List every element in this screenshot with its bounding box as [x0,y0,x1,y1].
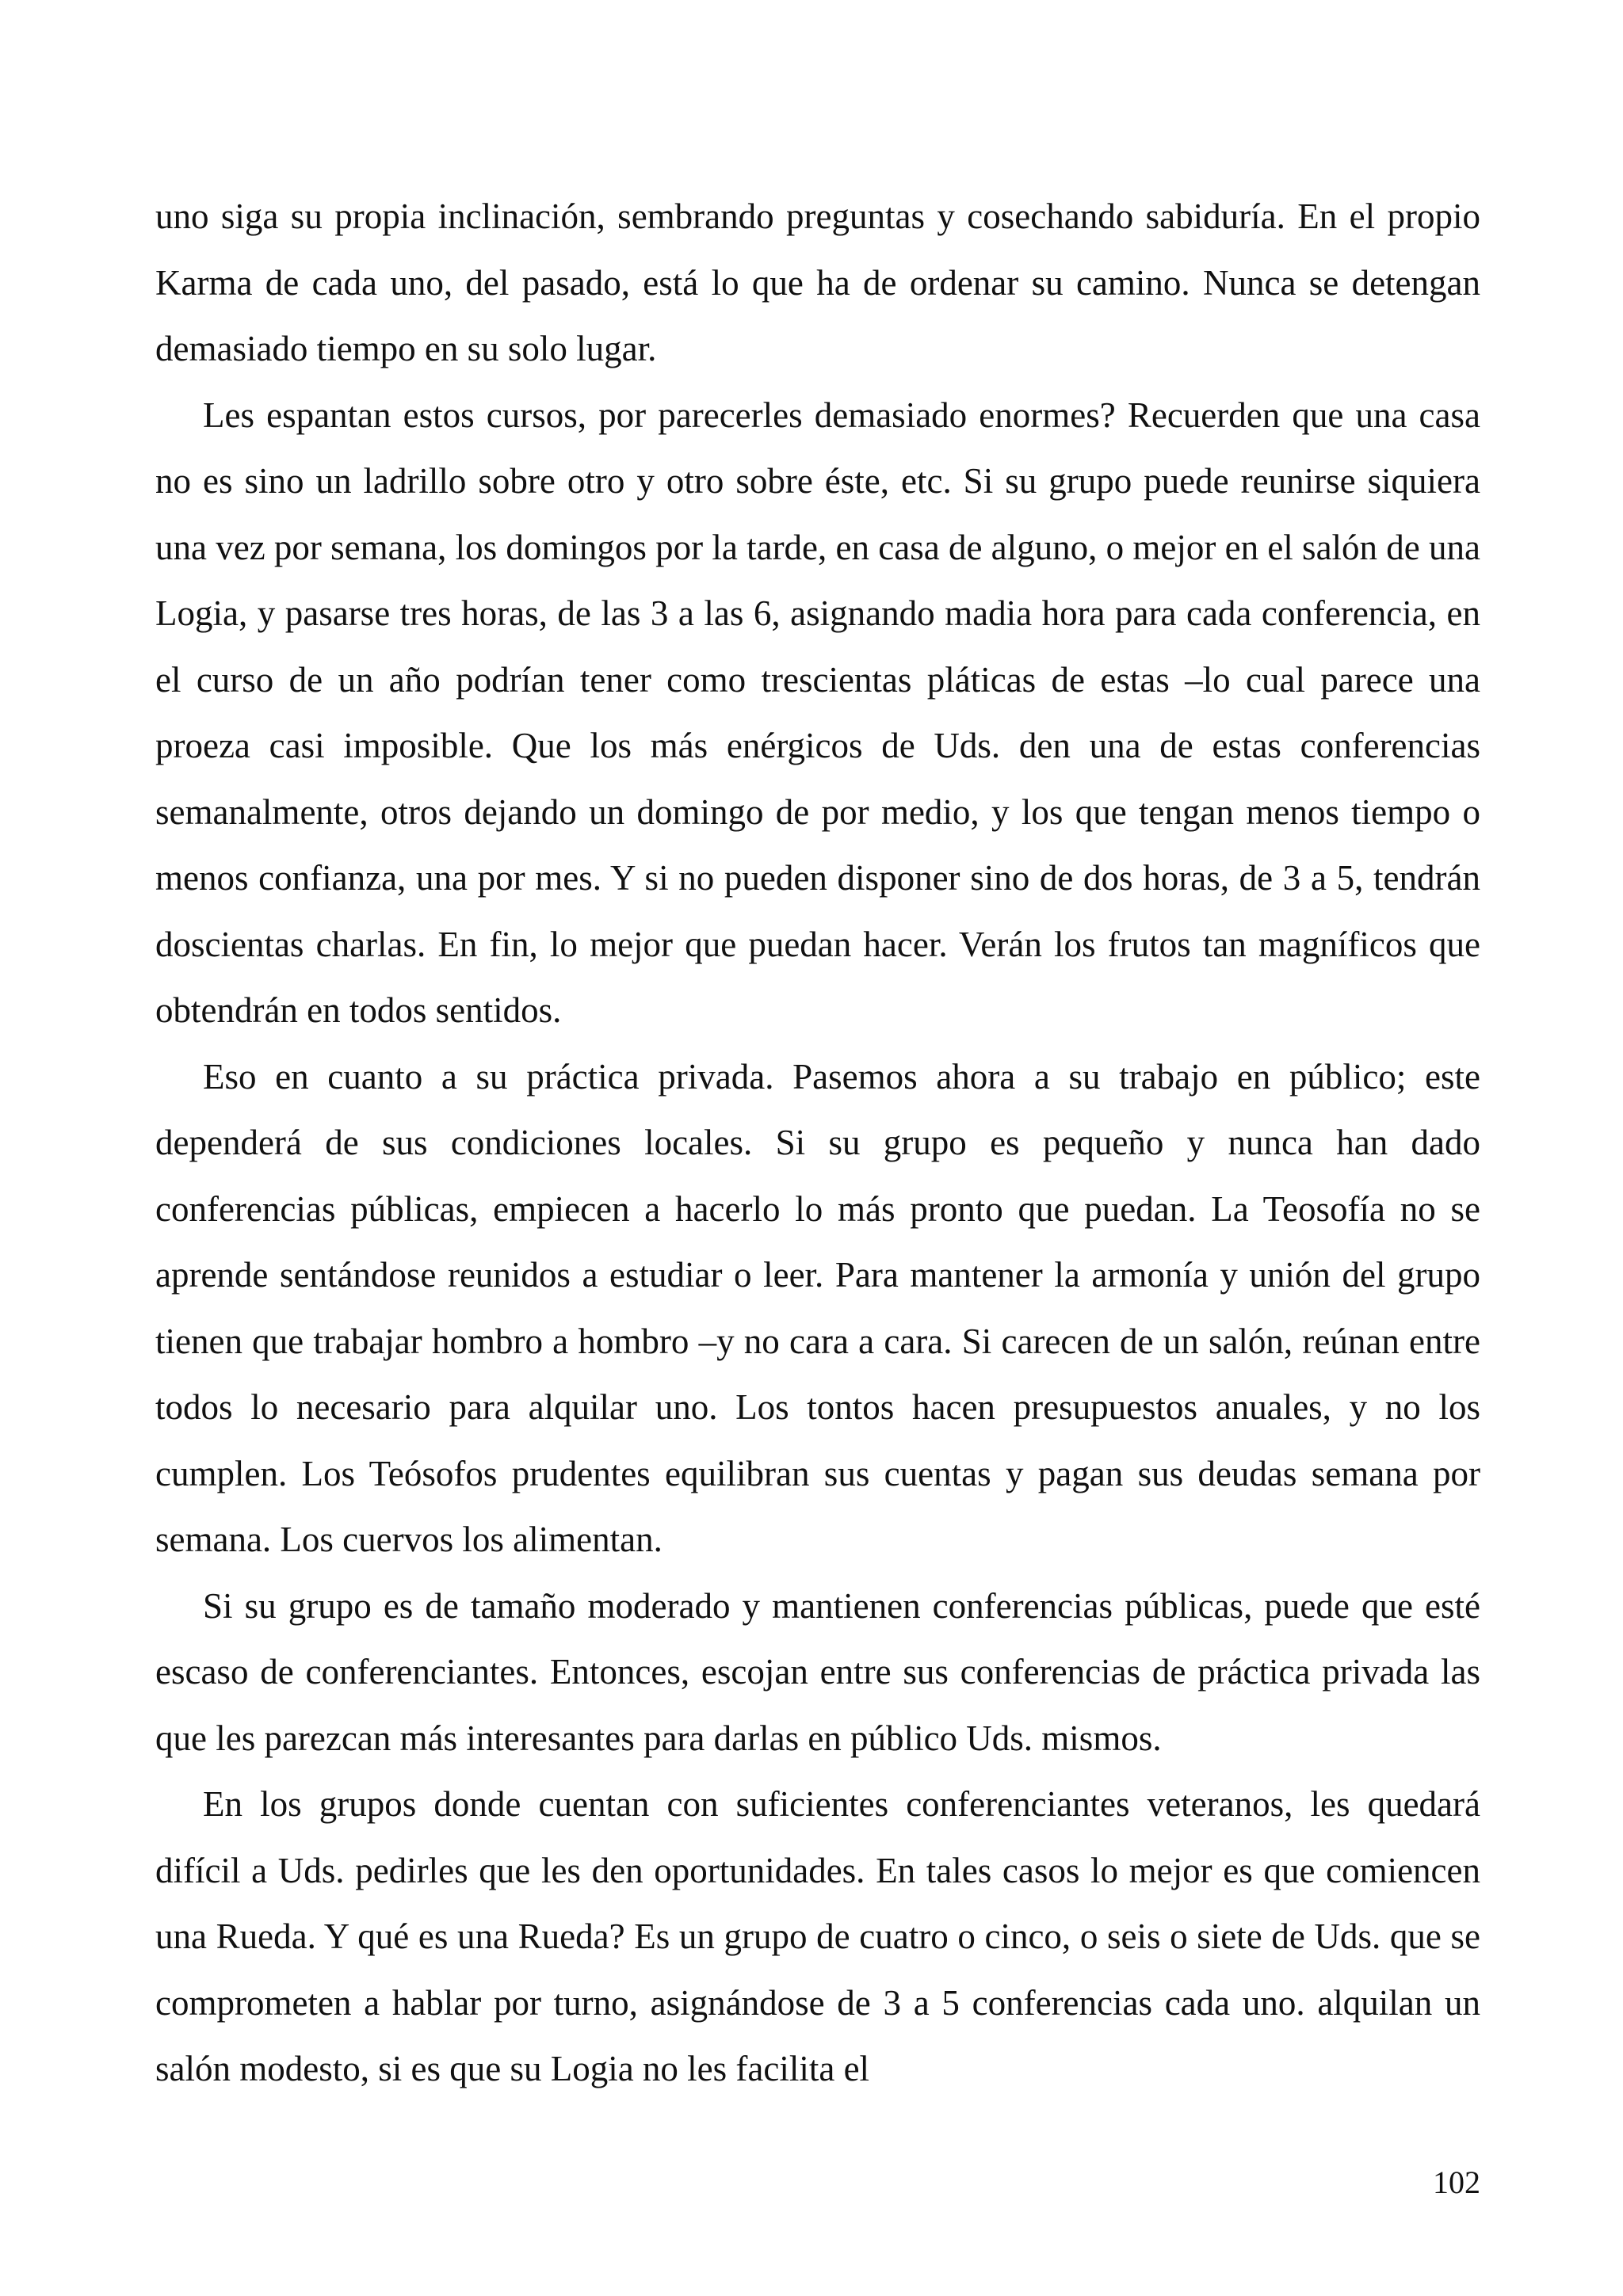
body-text [155,184,1480,2103]
paragraph-4: Si su grupo es de tamaño moderado y mantienen conferencias públicas, puede que esté escaso de conferenciantes. Entonces, escojan entre sus conferencias de práctica privada las que les parezcan más interesantes para darlas en público Uds. mismos. [155,1585,1480,1758]
paragraph-5: En los grupos donde cuentan con suficientes conferenciantes veteranos, les quedará difícil a Uds. pedirles que les den oportunidades. En tales casos lo mejor es que comiencen una Rueda. Y qué es una Rueda? Es un grupo de cuatro o cinco, o seis o siete de Uds. que se comprometen a hablar por turno, asignándose de 3 a 5 conferencias cada uno. alquilan un salón modesto, si es que su Logia no les facilita el [155,1784,1480,2088]
page-number: 102 [1433,2164,1480,2200]
paragraph-3: Eso en cuanto a su práctica privada. Pasemos ahora a su trabajo en público; este dependerá de sus condiciones locales. Si su grupo es pequeño y nunca han dado conferencias públicas, empiecen a hacerlo lo más pronto que puedan. La Teosofía no se aprende sentándose reunidos a estudiar o leer. Para mantener la armonía y unión del grupo tienen que trabajar hombro a hombro –y no cara a cara. Si carecen de un salón, reúnan entre todos lo necesario para alquilar uno. Los tontos hacen presupuestos anuales, y no los cumplen. Los Teósofos prudentes equilibran sus cuentas y pagan sus deudas semana por semana. Los cuervos los alimentan. [155,1056,1480,1559]
paragraph-2: Les espantan estos cursos, por parecerles demasiado enormes? Recuerden que una casa no es sino un ladrillo sobre otro y otro sobre éste, etc. Si su grupo puede reunirse siquiera una vez por semana, los domingos por la tarde, en casa de alguno, o mejor en el salón de una Logia, y pasarse tres horas, de las 3 a las 6, asignando madia hora para cada conferencia, en el curso de un año podrían tener como trescientas pláticas de estas –lo cual parece una proeza casi imposible. Que los más enérgicos de Uds. den una de estas conferencias semanalmente, otros dejando un domingo de por medio, y los que tengan menos tiempo o menos confianza, una por mes. Y si no pueden disponer sino de dos horas, de 3 a 5, tendrán doscientas charlas. En fin, lo mejor que puedan hacer. Verán los frutos tan magníficos que obtendrán en todos sentidos. [155,395,1480,1030]
paragraph-1: uno siga su propia inclinación, sembrando preguntas y cosechando sabiduría. En el propio Karma de cada uno, del pasado, está lo que ha de ordenar su camino. Nunca se detengan demasiado tiempo en su solo lugar. [155,196,1480,368]
